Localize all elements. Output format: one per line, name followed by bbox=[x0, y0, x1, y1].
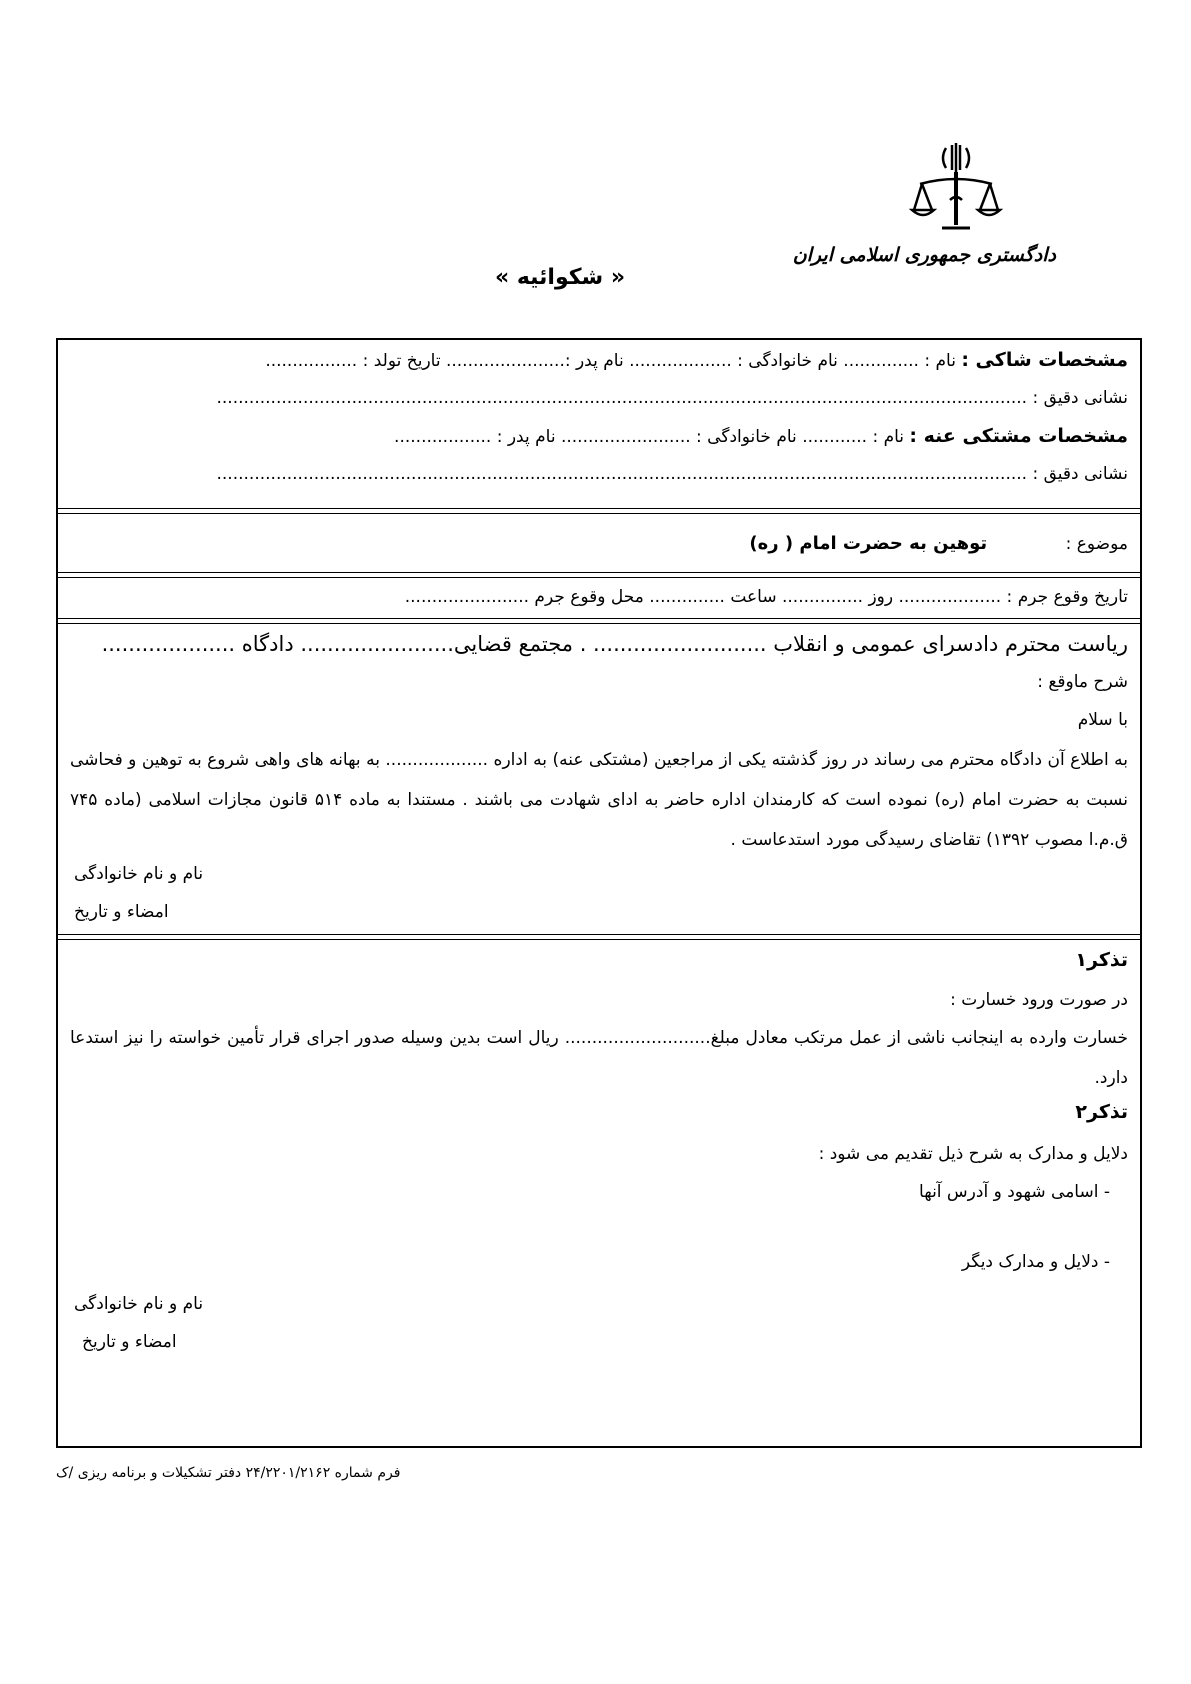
signature-name-label: نام و نام خانوادگی bbox=[74, 864, 204, 884]
note1-paragraph: خسارت وارده به اینجانب ناشی از عمل مرتکب معادل مبلغ........................... ریال است بدین وسیله صدور اجرای قرار تأمین خواسته را نیز استدعا دارد. bbox=[70, 1028, 1128, 1088]
section-divider bbox=[58, 572, 1140, 578]
addressee-line[interactable]: ریاست محترم دادسرای عمومی و انقلاب .......................... . مجتمع قضایی....................... دادگاه .................... bbox=[101, 632, 1128, 656]
defendant-address[interactable]: نشانی دقیق : ...................................................................................................................................................... bbox=[216, 464, 1128, 484]
scales-emblem-icon bbox=[906, 140, 1006, 240]
complainant-address[interactable]: نشانی دقیق : ...................................................................................................................................................... bbox=[216, 388, 1128, 408]
document-title: « شکوائیه » bbox=[494, 265, 626, 290]
defendant-fields[interactable]: نام : ............ نام خانوادگی : ........................ نام پدر : .................. bbox=[394, 427, 905, 447]
signature-date-label: امضاء و تاریخ bbox=[74, 902, 169, 922]
subject-row bbox=[70, 532, 1128, 556]
note2-line: دلایل و مدارک به شرح ذیل تقدیم می شود : bbox=[818, 1144, 1128, 1164]
signature2-name-label: نام و نام خانوادگی bbox=[74, 1294, 204, 1314]
note1-line: در صورت ورود خسارت : bbox=[950, 990, 1128, 1010]
note2-title: تذکر۲ bbox=[1075, 1101, 1128, 1123]
subject-label: موضوع : bbox=[1065, 534, 1128, 554]
note2-item-evidence: - دلایل و مدارک دیگر bbox=[961, 1252, 1110, 1272]
defendant-heading: مشخصات مشتکی عنه : bbox=[909, 425, 1128, 447]
complainant-fields[interactable]: نام : .............. نام خانوادگی : ................... نام پدر :...................... تاریخ تولد : ................. bbox=[265, 351, 956, 371]
form-number-footer: فرم شماره ۲۴/۲۲۰۱/۲۱۶۲ دفتر تشکیلات و برنامه ریزی /ک bbox=[56, 1465, 401, 1481]
crime-details-row[interactable]: تاریخ وقوع جرم : ................... روز ............... ساعت .............. محل وقوع جرم ....................... bbox=[404, 587, 1128, 607]
greeting: با سلام bbox=[1077, 710, 1128, 730]
complaint-form bbox=[56, 338, 1142, 1448]
judiciary-logo bbox=[792, 140, 1056, 290]
complaint-paragraph: به اطلاع آن دادگاه محترم می رساند در روز گذشته یکی از مراجعین (مشتکی عنه) به اداره ................... به بهانه های واهی شروع به توهین و فحاشی نسبت به حضرت امام (ره) نموده است که کارمندان اداره حاضر به ادای شهادت می باشند . مستندا به ماده ۵۱۴ قانون مجازات اسلامی (ماده ۷۴۵ ق.م.ا مصوب ۱۳۹۲) تقاضای رسیدگی مورد استدعاست . bbox=[70, 750, 1128, 850]
parties-section bbox=[58, 340, 1140, 482]
section-divider bbox=[58, 618, 1140, 624]
defendant-row bbox=[70, 424, 1128, 449]
complainant-row bbox=[70, 348, 1128, 373]
description-label: شرح ماوقع : bbox=[1037, 672, 1128, 692]
complainant-heading: مشخصات شاکی : bbox=[961, 349, 1128, 371]
note1-title: تذکر۱ bbox=[1075, 949, 1128, 971]
signature2-date-label: امضاء و تاریخ bbox=[82, 1332, 177, 1352]
section-divider bbox=[58, 508, 1140, 514]
section-divider bbox=[58, 934, 1140, 940]
logo-caption: دادگستری جمهوری اسلامی ایران bbox=[792, 244, 1056, 266]
subject-value: توهین به حضرت امام ( ره) bbox=[749, 533, 988, 554]
note2-item-witnesses: - اسامی شهود و آدرس آنها bbox=[919, 1182, 1110, 1202]
